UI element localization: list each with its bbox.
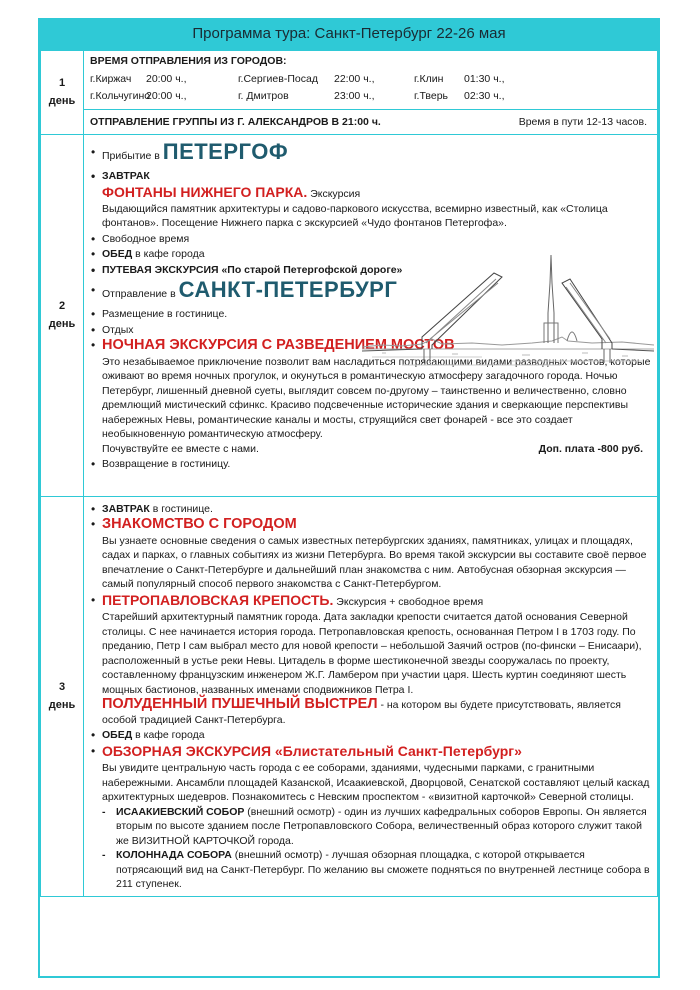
- day1-departures: [84, 51, 658, 110]
- night-tour-description: Это незабываемое приключение позволит вам насладиться потрясающими видами разводных мостов, которые оживают во время ночных прогулок, и окунуться в романтическую атмосферу загадочного города. Ночью Петербург, лишенный дневной суеты, выглядит совсем по-другому – таинственно и величественно, словно дремлющий мистический сфинкс. Красиво подсвеченные исторические здания и сверкающие перспективы набережных Невы, романтические каналы и мосты, струящийся свет фонарей - все это создает необыкновенную романтическую атмосферу.: [102, 355, 651, 440]
- city-name: г.Кольчугино: [90, 89, 151, 102]
- travel-time: Время в пути 12-13 часов.: [518, 115, 647, 128]
- night-tour-title: НОЧНАЯ ЭКСКУРСИЯ С РАЗВЕДЕНИЕМ МОСТОВ: [102, 337, 455, 353]
- hotel-item: • Размещение в гостинице.: [90, 307, 651, 322]
- day2-number: 2: [58, 300, 66, 312]
- city-tour-item: [90, 517, 651, 533]
- day2-label: [41, 134, 84, 496]
- fountains-heading: [90, 185, 651, 202]
- city-name: г.Тверь: [414, 89, 449, 102]
- city-name: г.Клин: [414, 72, 444, 85]
- return-item: • Возвращение в гостиницу.: [90, 457, 651, 472]
- fortress-description: Старейший архитектурный памятник города. Дата закладки крепости считается датой основания Северной столицы. С нее начинается история города. Петропавловская крепость, основанная Петром I в 1703 году. По преданию, Петр I сам выбрал место для новой крепости – небольшой Заячий остров (по-фински – Енисаари), расположенный в устье реки Невы. Цитадель в форме шестиконечной звезды сооружалась по проекту, составленному французским инженером Ж.Г. Ламбером при участии царя. Шесть куртин соединяют шесть мощных бастионов, названных именами сподвижников Петра I.: [102, 611, 642, 696]
- lunch-rest: в кафе города: [132, 729, 205, 741]
- breakfast-bold: ЗАВТРАК: [102, 502, 150, 515]
- day1-group-departure: [84, 109, 658, 134]
- cannon-description: - на котором вы будете присутствовать, является особой традицией Санкт-Петербурга.: [102, 699, 621, 726]
- day2-word: день: [48, 318, 76, 330]
- day1-row: [41, 51, 658, 110]
- fountains-description: Выдающийся памятник архитектуры и садово-паркового искусства, всемирно известный, как «Столица фонтанов». Посещение Нижнего парка с экскурсией «Чудо фонтанов Петергофа».: [102, 202, 608, 229]
- overview-tour-title: ОБЗОРНАЯ ЭКСКУРСИЯ «Блистательный Санкт-Петербург»: [102, 742, 522, 759]
- page-title: Программа тура: Санкт-Петербург 22-26 мая: [40, 20, 658, 50]
- departure-time: 22:00 ч.,: [334, 72, 375, 85]
- departure-heading: ВРЕМЯ ОТПРАВЛЕНИЯ ИЗ ГОРОДОВ:: [90, 55, 287, 67]
- city-tour-title: ЗНАКОМСТВО С ГОРОДОМ: [102, 516, 297, 532]
- colonnade-title: КОЛОННАДА СОБОРА: [116, 849, 232, 861]
- lunch-bold: ОБЕД: [102, 248, 133, 260]
- arrival-city: ПЕТЕРГОФ: [162, 138, 289, 164]
- lunch-bold: ОБЕД: [102, 729, 133, 741]
- departure-row: [90, 88, 651, 105]
- cannon-title: ПОЛУДЕННЫЙ ПУШЕЧНЫЙ ВЫСТРЕЛ: [102, 696, 378, 712]
- breakfast-item: [90, 502, 651, 517]
- fountains-title: ФОНТАНЫ НИЖНЕГО ПАРКА.: [102, 184, 308, 200]
- group-departure-line: [90, 114, 651, 130]
- day3-number: 3: [58, 681, 66, 693]
- arrival-prefix: Прибытие в: [102, 149, 163, 162]
- day1-group-row: [41, 109, 658, 134]
- breakfast-rest: в гостинице.: [149, 502, 213, 515]
- rest-item: • Отдых: [90, 323, 651, 338]
- group-departure: ОТПРАВЛЕНИЕ ГРУППЫ ИЗ Г. АЛЕКСАНДРОВ В 21:00 ч.: [90, 115, 381, 128]
- isaac-title: ИСААКИЕВСКИЙ СОБОР: [116, 805, 245, 818]
- day1-label: [41, 51, 84, 135]
- night-tour-last-line: Почувствуйте ее вместе с нами.: [102, 442, 259, 455]
- overview-tour-item: [90, 744, 651, 761]
- fortress-title: ПЕТРОПАВЛОВСКАЯ КРЕПОСТЬ.: [102, 591, 334, 608]
- departure-prefix: Отправление в: [102, 288, 179, 300]
- breakfast-item: • ЗАВТРАК: [90, 169, 651, 184]
- departure-time: 01:30 ч.,: [464, 72, 505, 85]
- departure-city: САНКТ-ПЕТЕРБУРГ: [178, 277, 398, 302]
- city-name: г.Киржач: [90, 72, 132, 85]
- night-tour-price-line: [90, 442, 651, 457]
- day3-content: [84, 496, 658, 896]
- drawbridge-sketch-image: [362, 253, 654, 371]
- departure-time: 23:00 ч.,: [334, 89, 375, 102]
- fortress-item: [90, 593, 651, 610]
- lunch-rest: в кафе города: [132, 248, 205, 260]
- overview-tour-description: Вы увидите центральную часть города с ее соборами, зданиями, чудесными парками, с гранитными набережными. Ансамбли площадей Казанской, Исаакиевской, Дворцовой, Сенатской составляют целый каскад архитектурных шедевров. Познакомитесь с Невским проспектом - «визитной карточкой» Северной столицы.: [102, 762, 650, 803]
- day1-word: день: [48, 95, 76, 108]
- isaac-cathedral-item: [94, 805, 651, 849]
- departure-row: [90, 71, 651, 88]
- lunch-item: [90, 728, 651, 743]
- day1-number: 1: [58, 77, 66, 90]
- departure-time: 20:00 ч.,: [146, 89, 187, 102]
- arrival-item: [90, 140, 651, 168]
- walking-tour-item: • ПУТЕВАЯ ЭКСКУРСИЯ «По старой Петергофской дороге»: [90, 263, 651, 278]
- city-name: г. Дмитров: [238, 89, 289, 102]
- day3-word: день: [48, 699, 76, 711]
- city-tour-description: Вы узнаете основные сведения о самых известных петербургских зданиях, памятниках, улицах и площадях, садах и парках, о главных событиях из жизни Петербурга. Во время такой экскурсии вы составите своё первое впечатление о Санкт-Петербурге и дальнейший план знакомства с ним. Автобусная обзорная экскурсия — самый популярный способ первого знакомства с Санкт-Петербургом.: [102, 534, 647, 590]
- colonnade-description: (внешний осмотр) - лучшая обзорная площадка, с которой открывается потрясающий вид на Санкт-Петербург. По желанию вы сможете подняться по внутренней лестнице собора в 211 ступенек.: [116, 849, 650, 890]
- free-time-item: • Свободное время: [90, 232, 651, 247]
- day3-label: [41, 496, 84, 896]
- fortress-tag: Экскурсия + свободное время: [333, 595, 484, 608]
- fountains-tag: Экскурсия: [307, 188, 361, 200]
- city-name: г.Сергиев-Посад: [238, 72, 318, 85]
- colonnade-item: [94, 848, 651, 892]
- day3-row: [41, 496, 658, 896]
- departure-time: 02:30 ч.,: [464, 89, 505, 102]
- departure-time: 20:00 ч.,: [146, 72, 187, 85]
- tour-program-sheet: [38, 18, 660, 978]
- extra-payment: Доп. плата -800 руб.: [538, 442, 643, 455]
- program-table: [40, 50, 658, 897]
- isaac-description: (внешний осмотр) - один из лучших кафедральных соборов Европы. Он является вторым по высоте зданием после Петропавловского Собора, величественный образ которого служит такой же ВИЗИТНОЙ КАРТОЧКОЙ города.: [116, 805, 647, 847]
- cannon-item: [90, 697, 651, 727]
